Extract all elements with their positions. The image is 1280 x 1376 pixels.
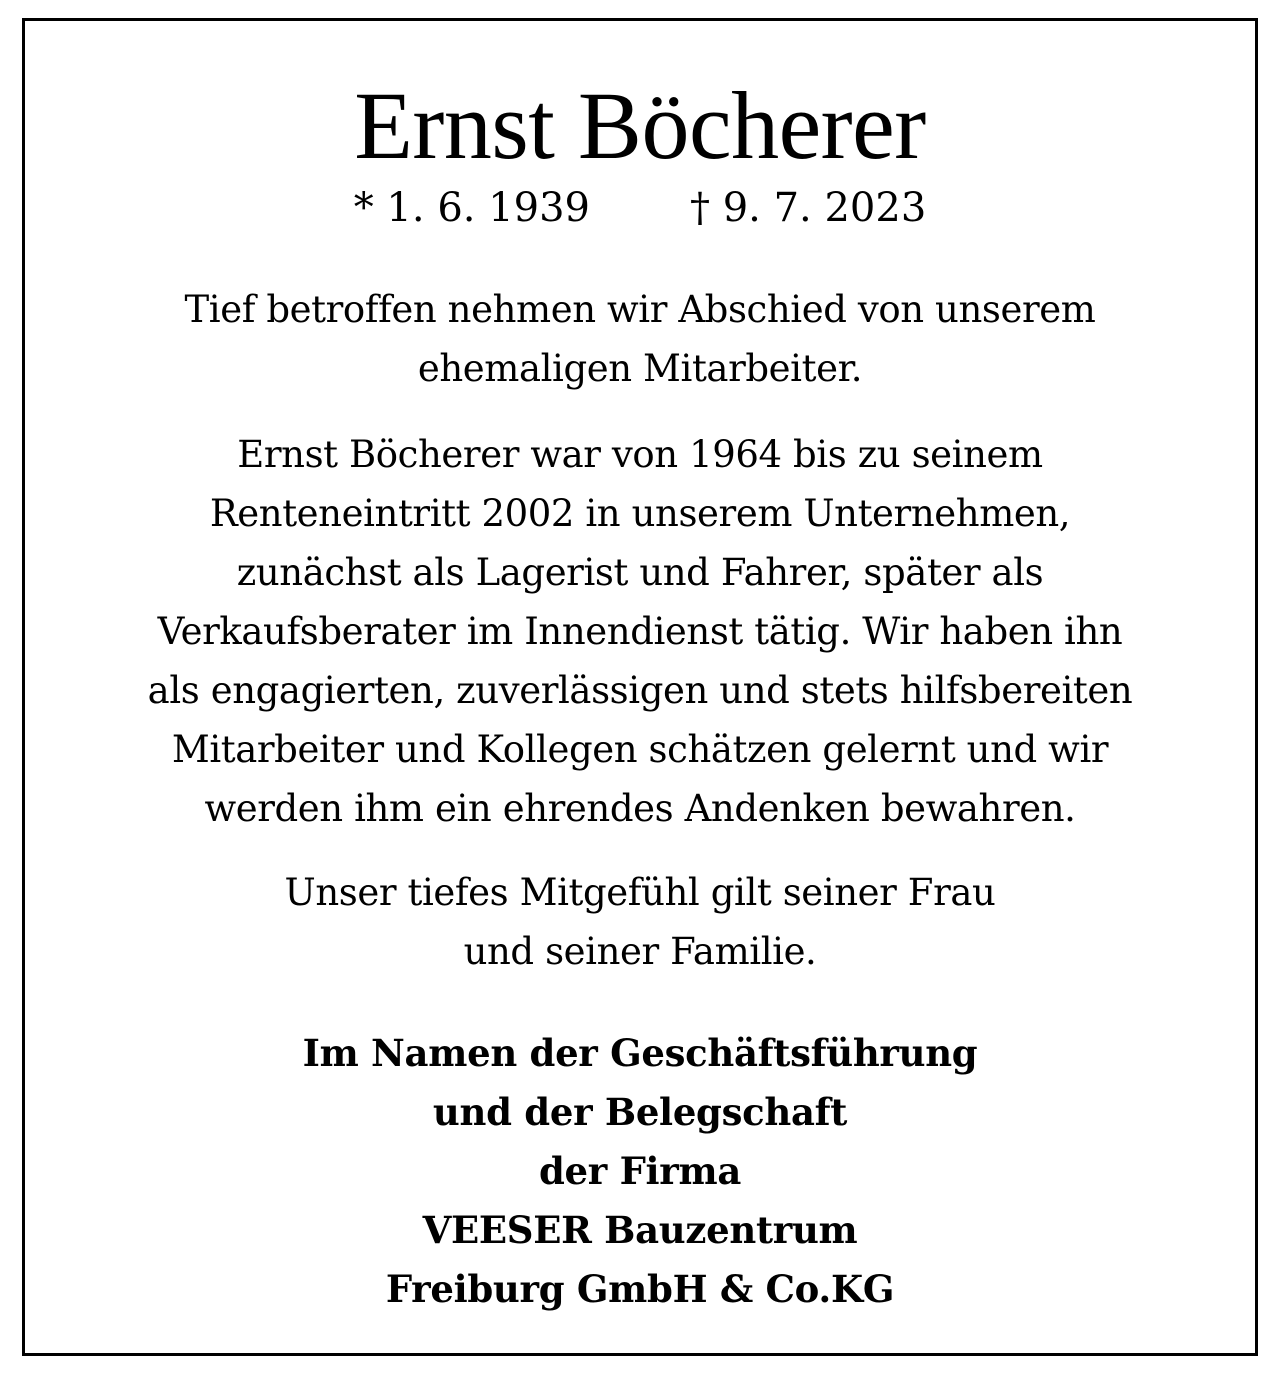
deceased-name: Ernst Böcherer (354, 72, 926, 179)
condolence-paragraph (65, 863, 1215, 981)
text-line: ehemaligen Mitarbeiter. (417, 347, 863, 390)
signature-line: der Firma (538, 1149, 742, 1193)
text-line: als engagierten, zuverlässigen und stets hilfsbereiten (147, 669, 1133, 712)
birth-date: * 1. 6. 1939 (353, 185, 590, 231)
biography-paragraph (65, 425, 1215, 838)
company-name: VEESER Bauzentrum (422, 1208, 858, 1252)
obituary-notice (22, 18, 1258, 1356)
text-line: Ernst Böcherer war von 1964 bis zu seinem (237, 433, 1043, 476)
text-line: und seiner Familie. (463, 930, 817, 973)
signature-block (65, 1024, 1215, 1319)
farewell-paragraph (65, 280, 1215, 398)
text-line: Renteneintritt 2002 in unserem Unternehmen, (209, 492, 1071, 535)
text-line: Unser tiefes Mitgefühl gilt seiner Frau (284, 871, 996, 914)
life-dates (25, 183, 1255, 233)
signature-line: Im Namen der Geschäftsführung (302, 1031, 978, 1075)
text-line: werden ihm ein ehrendes Andenken bewahren. (204, 787, 1076, 830)
signature-line: und der Belegschaft (432, 1090, 848, 1134)
death-date: † 9. 7. 2023 (690, 185, 927, 231)
company-legal-name: Freiburg GmbH & Co.KG (385, 1267, 895, 1311)
text-line: zunächst als Lagerist und Fahrer, später als (236, 551, 1044, 594)
text-line: Tief betroffen nehmen wir Abschied von unserem (184, 288, 1096, 331)
text-line: Mitarbeiter und Kollegen schätzen gelernt und wir (171, 728, 1109, 771)
text-line: Verkaufsberater im Innendienst tätig. Wir haben ihn (157, 610, 1123, 653)
